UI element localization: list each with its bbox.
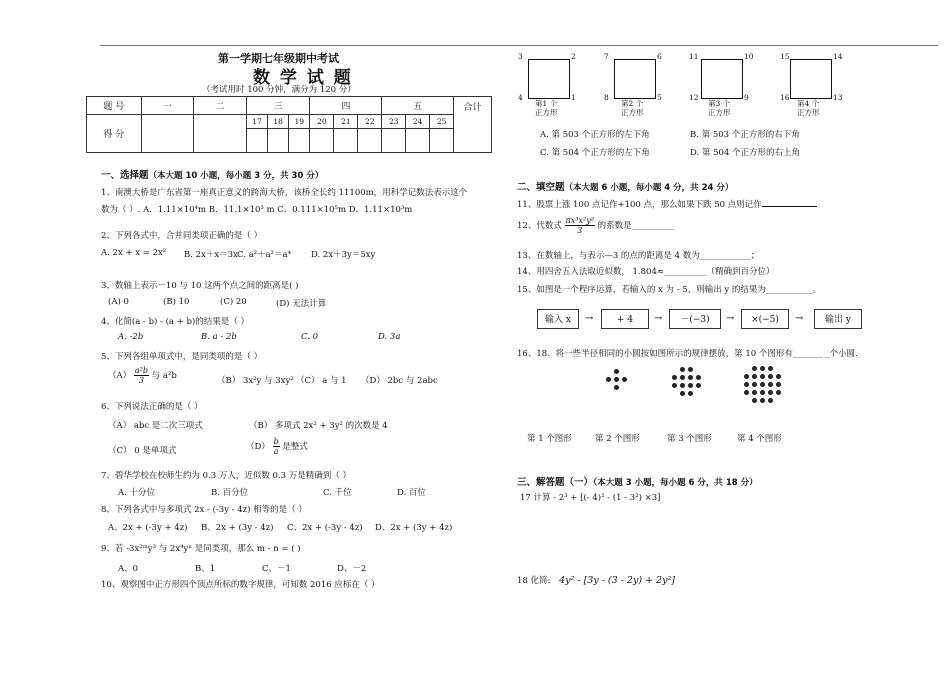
vertex-label: 12 — [689, 93, 699, 102]
section1-heading — [101, 167, 323, 181]
circle-dot — [680, 383, 685, 388]
q13: 13、在数轴上，与表示—3 的点的距离是 4 数为____________； — [517, 251, 760, 261]
q3-stem: 3、数轴上表示－10 与 10 这两个点之间的距离是( ) — [101, 281, 299, 291]
q12-text-b: 的系数是__________ — [597, 221, 675, 231]
flow-add-box: + 4 — [601, 309, 649, 329]
q15: 15、如图是一个程序运算，若输入的 x 为 - 5，则输出 y 的结果为___________。 — [517, 285, 822, 295]
q4-stem: 4、化简(a - b) - (a + b)的结果是（ ） — [101, 317, 249, 327]
question-number: 24 — [406, 115, 430, 129]
vertex-label: 11 — [689, 52, 699, 61]
top-rule — [100, 45, 938, 46]
q11 — [517, 198, 817, 210]
q7-option-a: A. 十分位 — [118, 488, 156, 498]
vertex-label: 5 — [657, 93, 662, 102]
circle-dot — [614, 369, 619, 374]
square-caption: 第2 个 — [621, 99, 644, 108]
circle-dot — [744, 374, 749, 379]
header-cell: 一 — [141, 97, 194, 115]
q9-stem: 9、若 -3x²ᵐy³ 与 2x⁴yⁿ 是同类项，那么 m - n = ( ) — [101, 544, 301, 554]
header-cell: 五 — [382, 97, 454, 115]
question-number: 22 — [358, 115, 382, 129]
circle-dot — [680, 391, 685, 396]
q5-option-a-label: （A） — [108, 371, 132, 381]
q9-option-b: B、1 — [195, 564, 216, 574]
q18-expression: 4y² - [3y - (3 - 2y) + 2y²] — [559, 575, 675, 586]
score-cell — [310, 129, 334, 153]
q3-option-a: (A) 0 — [108, 297, 129, 307]
q10-stem: 10、观察图中正方形四个顶点所标的数字规律，可知数 2016 应标在（ ） — [101, 580, 380, 590]
vertex-label: 10 — [744, 52, 754, 61]
figure-label: 第 4 个图形 — [737, 434, 782, 444]
circle-dot — [744, 390, 749, 395]
circle-dot — [680, 367, 685, 372]
vertex-label: 1 — [571, 93, 576, 102]
vertex-label: 6 — [657, 52, 662, 61]
score-table — [86, 96, 492, 153]
arrow-icon: → — [585, 313, 594, 324]
q4-option-d: D. 3a — [378, 332, 401, 342]
section2-info: （本大题 6 小题，每小题 4 分，共 24 分） — [564, 183, 734, 193]
q8-option-b: B、2x + (3y - 4z) — [201, 523, 274, 533]
circle-dot — [776, 374, 781, 379]
q11-text: 11、股票上涨 100 点记作+100 点，那么如果下跌 50 点则记作 — [517, 200, 762, 210]
circle-dot — [696, 375, 701, 380]
fraction-numerator: πx³x²y² — [565, 216, 594, 225]
circle-dot — [606, 377, 611, 382]
arrow-icon: → — [654, 313, 663, 324]
square-caption: 第3 个 — [708, 99, 731, 108]
vertex-label: 9 — [744, 93, 749, 102]
score-cell — [141, 115, 194, 153]
circle-dot — [614, 385, 619, 390]
circle-dot — [672, 383, 677, 388]
circle-dot — [768, 390, 773, 395]
circle-dot — [776, 382, 781, 387]
q12-text-a: 12、代数式 — [517, 221, 562, 231]
q5-option-a-rest: 与 a²b — [151, 371, 177, 381]
q2-option-c: C. a²＋a²＝a⁴ — [237, 250, 292, 260]
q10-option-a: A. 第 503 个正方形的左下角 — [540, 130, 650, 140]
q4-option-a: A. -2b — [118, 332, 144, 342]
score-cell — [246, 129, 267, 153]
header-cell: 合计 — [454, 97, 492, 153]
flow-output-box: 输出 y — [814, 309, 862, 329]
circle-dot — [768, 366, 773, 371]
q9-option-d: D、－2 — [337, 564, 367, 574]
figure-label: 第 1 个图形 — [527, 434, 572, 444]
circle-dot — [744, 382, 749, 387]
square-caption: 正方形 — [535, 108, 558, 117]
q8-stem: 8、下列各式中与多项式 2x - (-3y - 4z) 相等的是（ ） — [101, 505, 307, 515]
vertex-label: 4 — [518, 93, 523, 102]
question-number: 18 — [268, 115, 289, 129]
square-2 — [614, 59, 656, 99]
square-3 — [701, 59, 743, 99]
q7-option-c: C. 千位 — [323, 488, 352, 498]
q4-option-c: C. 0 — [301, 332, 319, 342]
score-cell — [406, 129, 430, 153]
subject-title: 数 学 试 题 — [253, 68, 353, 88]
section3-info: （本大题 3 小题，每小题 6 分，共 18 分） — [593, 478, 758, 488]
circle-dot — [672, 375, 677, 380]
circle-dot — [688, 367, 693, 372]
q3-option-d: (D) 无法计算 — [276, 299, 327, 309]
header-cell: 题 号 — [87, 97, 142, 115]
fraction-denominator: a — [273, 447, 279, 456]
circle-dot — [614, 377, 619, 382]
q10-option-c: C. 第 504 个正方形的左下角 — [540, 148, 650, 158]
circle-dot — [776, 390, 781, 395]
question-number: 17 — [246, 115, 267, 129]
score-cell — [194, 115, 247, 153]
circle-dot — [760, 382, 765, 387]
vertex-label: 13 — [833, 93, 843, 102]
circle-dot — [760, 398, 765, 403]
figure-label: 第 3 个图形 — [667, 434, 712, 444]
question-number: 20 — [310, 115, 334, 129]
answer-blank — [762, 206, 817, 207]
q1-line1: 1、南澳大桥是广东省第一座真正意义的跨海大桥，该桥全长约 11100m，用科学记数法表示这个 — [101, 188, 468, 198]
square-caption: 正方形 — [797, 108, 820, 117]
square-caption: 第4 个 — [797, 99, 820, 108]
vertex-label: 7 — [604, 52, 609, 61]
q8-option-c: C、2x + (-3y - 4z) — [287, 523, 363, 533]
q7-option-d: D. 百位 — [397, 488, 426, 498]
circle-dot — [696, 383, 701, 388]
exam-note: （考试用时 100 分钟，满分为 120 分） — [202, 85, 356, 95]
header-cell: 三 — [246, 97, 310, 115]
circle-dot — [768, 374, 773, 379]
arrow-icon: → — [726, 313, 735, 324]
q12-fraction — [565, 216, 595, 235]
circle-dot — [760, 374, 765, 379]
section3-title: 三、解答题（一） — [517, 477, 594, 488]
circle-dot — [680, 375, 685, 380]
circle-dot — [688, 375, 693, 380]
q10-option-d: D. 第 504 个正方形的右上角 — [690, 148, 801, 158]
circle-dot — [752, 382, 757, 387]
q9-option-c: C、－1 — [262, 564, 291, 574]
vertex-label: 8 — [604, 93, 609, 102]
fraction-denominator: 3 — [138, 376, 144, 385]
q12 — [517, 216, 674, 235]
q5-option-b: （B） 3x²y 与 3xy² — [217, 376, 294, 386]
q14: 14、用四舍五入法取近似数， 1.804≈__________（精确到百分位） — [517, 267, 775, 277]
score-cell — [358, 129, 382, 153]
circle-dot — [752, 366, 757, 371]
fraction-numerator: b — [273, 437, 279, 446]
header-cell: 四 — [310, 97, 382, 115]
section3-heading — [517, 474, 758, 488]
section2-heading — [517, 179, 733, 193]
q16: 16、18、将一些半径相同的小圆按如图所示的规律摆放，第 10 个图形有_______ _个小圆. — [517, 349, 858, 359]
circle-dot — [760, 366, 765, 371]
q17: 17 计算 - 2³ + [(- 4)² - (1 - 3²) ×3] — [520, 493, 661, 503]
vertex-label: 2 — [571, 52, 576, 61]
question-number: 23 — [382, 115, 406, 129]
score-cell — [334, 129, 358, 153]
square-caption: 正方形 — [621, 108, 644, 117]
question-number: 21 — [334, 115, 358, 129]
q18 — [517, 574, 675, 586]
q3-option-c: (C) 20 — [220, 297, 247, 307]
score-cell — [268, 129, 289, 153]
fraction-numerator: a²b — [134, 366, 148, 375]
q6-option-d — [246, 437, 308, 456]
section1-info: （本大题 10 小题，每小题 3 分，共 30 分） — [148, 171, 324, 181]
square-4 — [790, 59, 832, 99]
q18-label: 18 化简: — [517, 576, 551, 586]
square-caption: 第1 个 — [535, 99, 558, 108]
q2-option-d: D. 2x＋3y＝5xy — [311, 250, 376, 260]
q8-option-a: A、2x + (-3y + 4z) — [108, 523, 188, 533]
exam-title: 第一学期七年级期中考试 — [218, 52, 339, 65]
q10-option-b: B. 第 503 个正方形的右下角 — [690, 130, 800, 140]
q6-option-a: （A） abc 是二次三项式 — [108, 421, 203, 431]
q7-stem: 7、碧华学校在校师生约为 0.3 万人，近似数 0.3 万是精确到（ ） — [101, 471, 351, 481]
circle-dot — [752, 374, 757, 379]
section2-title: 二、填空题 — [517, 182, 565, 193]
q5-option-c: （C） a 与 1 — [296, 376, 347, 386]
q2-stem: 2、下列各式中，合并同类项正确的是（ ） — [101, 231, 263, 241]
q6-fraction — [273, 437, 280, 456]
header-cell: 二 — [194, 97, 247, 115]
q6-option-b: （B） 多项式 2x² + 3y² 的次数是 4 — [249, 421, 388, 431]
circle-dot — [768, 382, 773, 387]
arrow-icon: → — [795, 313, 804, 324]
fraction-denominator: 3 — [577, 226, 583, 235]
circle-dot — [688, 383, 693, 388]
q5-stem: 5、下列各组单项式中，是同类项的是（ ） — [101, 352, 263, 362]
q4-option-b: B. a - 2b — [201, 332, 237, 342]
q5-option-d: （D） 2bc 与 2abc — [361, 376, 438, 386]
section1-title: 一、选择题 — [101, 170, 149, 181]
q5-fraction — [134, 366, 149, 385]
score-label: 得 分 — [87, 115, 142, 153]
flow-subtract-box: －(−3) — [669, 309, 721, 329]
q8-option-d: D、2x + (3y + 4z) — [375, 523, 453, 533]
circle-dot — [752, 398, 757, 403]
circle-dot — [768, 398, 773, 403]
q7-option-b: B. 百分位 — [211, 488, 249, 498]
circle-dot — [752, 390, 757, 395]
q9-option-a: A、0 — [118, 564, 139, 574]
flow-multiply-box: ×(−5) — [741, 309, 789, 329]
vertex-label: 15 — [780, 52, 790, 61]
circle-dot — [622, 377, 627, 382]
square-1 — [528, 59, 570, 99]
q6-stem: 6、下列说法正确的是（ ） — [101, 402, 203, 412]
score-cell — [289, 129, 310, 153]
circle-dot — [688, 391, 693, 396]
q6-option-d-rest: 是整式 — [282, 442, 308, 452]
circle-dot — [760, 390, 765, 395]
score-cell — [430, 129, 454, 153]
q6-option-d-label: （D） — [246, 442, 270, 452]
vertex-label: 14 — [833, 52, 843, 61]
flow-input-box: 输入 x — [537, 309, 579, 329]
figure-label: 第 2 个图形 — [595, 434, 640, 444]
vertex-label: 16 — [780, 93, 790, 102]
vertex-label: 3 — [518, 52, 523, 61]
q2-option-a: A. 2x + x = 2x² — [101, 248, 167, 258]
q6-option-c: （C） 0 是单项式 — [108, 446, 177, 456]
q5-option-a — [108, 366, 177, 385]
question-number: 19 — [289, 115, 310, 129]
q1-line2: 数为（ ）. A．1.11×10⁴m B．11.1×10³ m C．0.111×10⁵m D．1.11×10³m — [101, 205, 413, 215]
q3-option-b: (B) 10 — [163, 297, 190, 307]
score-cell — [382, 129, 406, 153]
q2-option-b: B. 2x＋x＝3x — [184, 250, 238, 260]
square-caption: 正方形 — [708, 108, 731, 117]
question-number: 25 — [430, 115, 454, 129]
